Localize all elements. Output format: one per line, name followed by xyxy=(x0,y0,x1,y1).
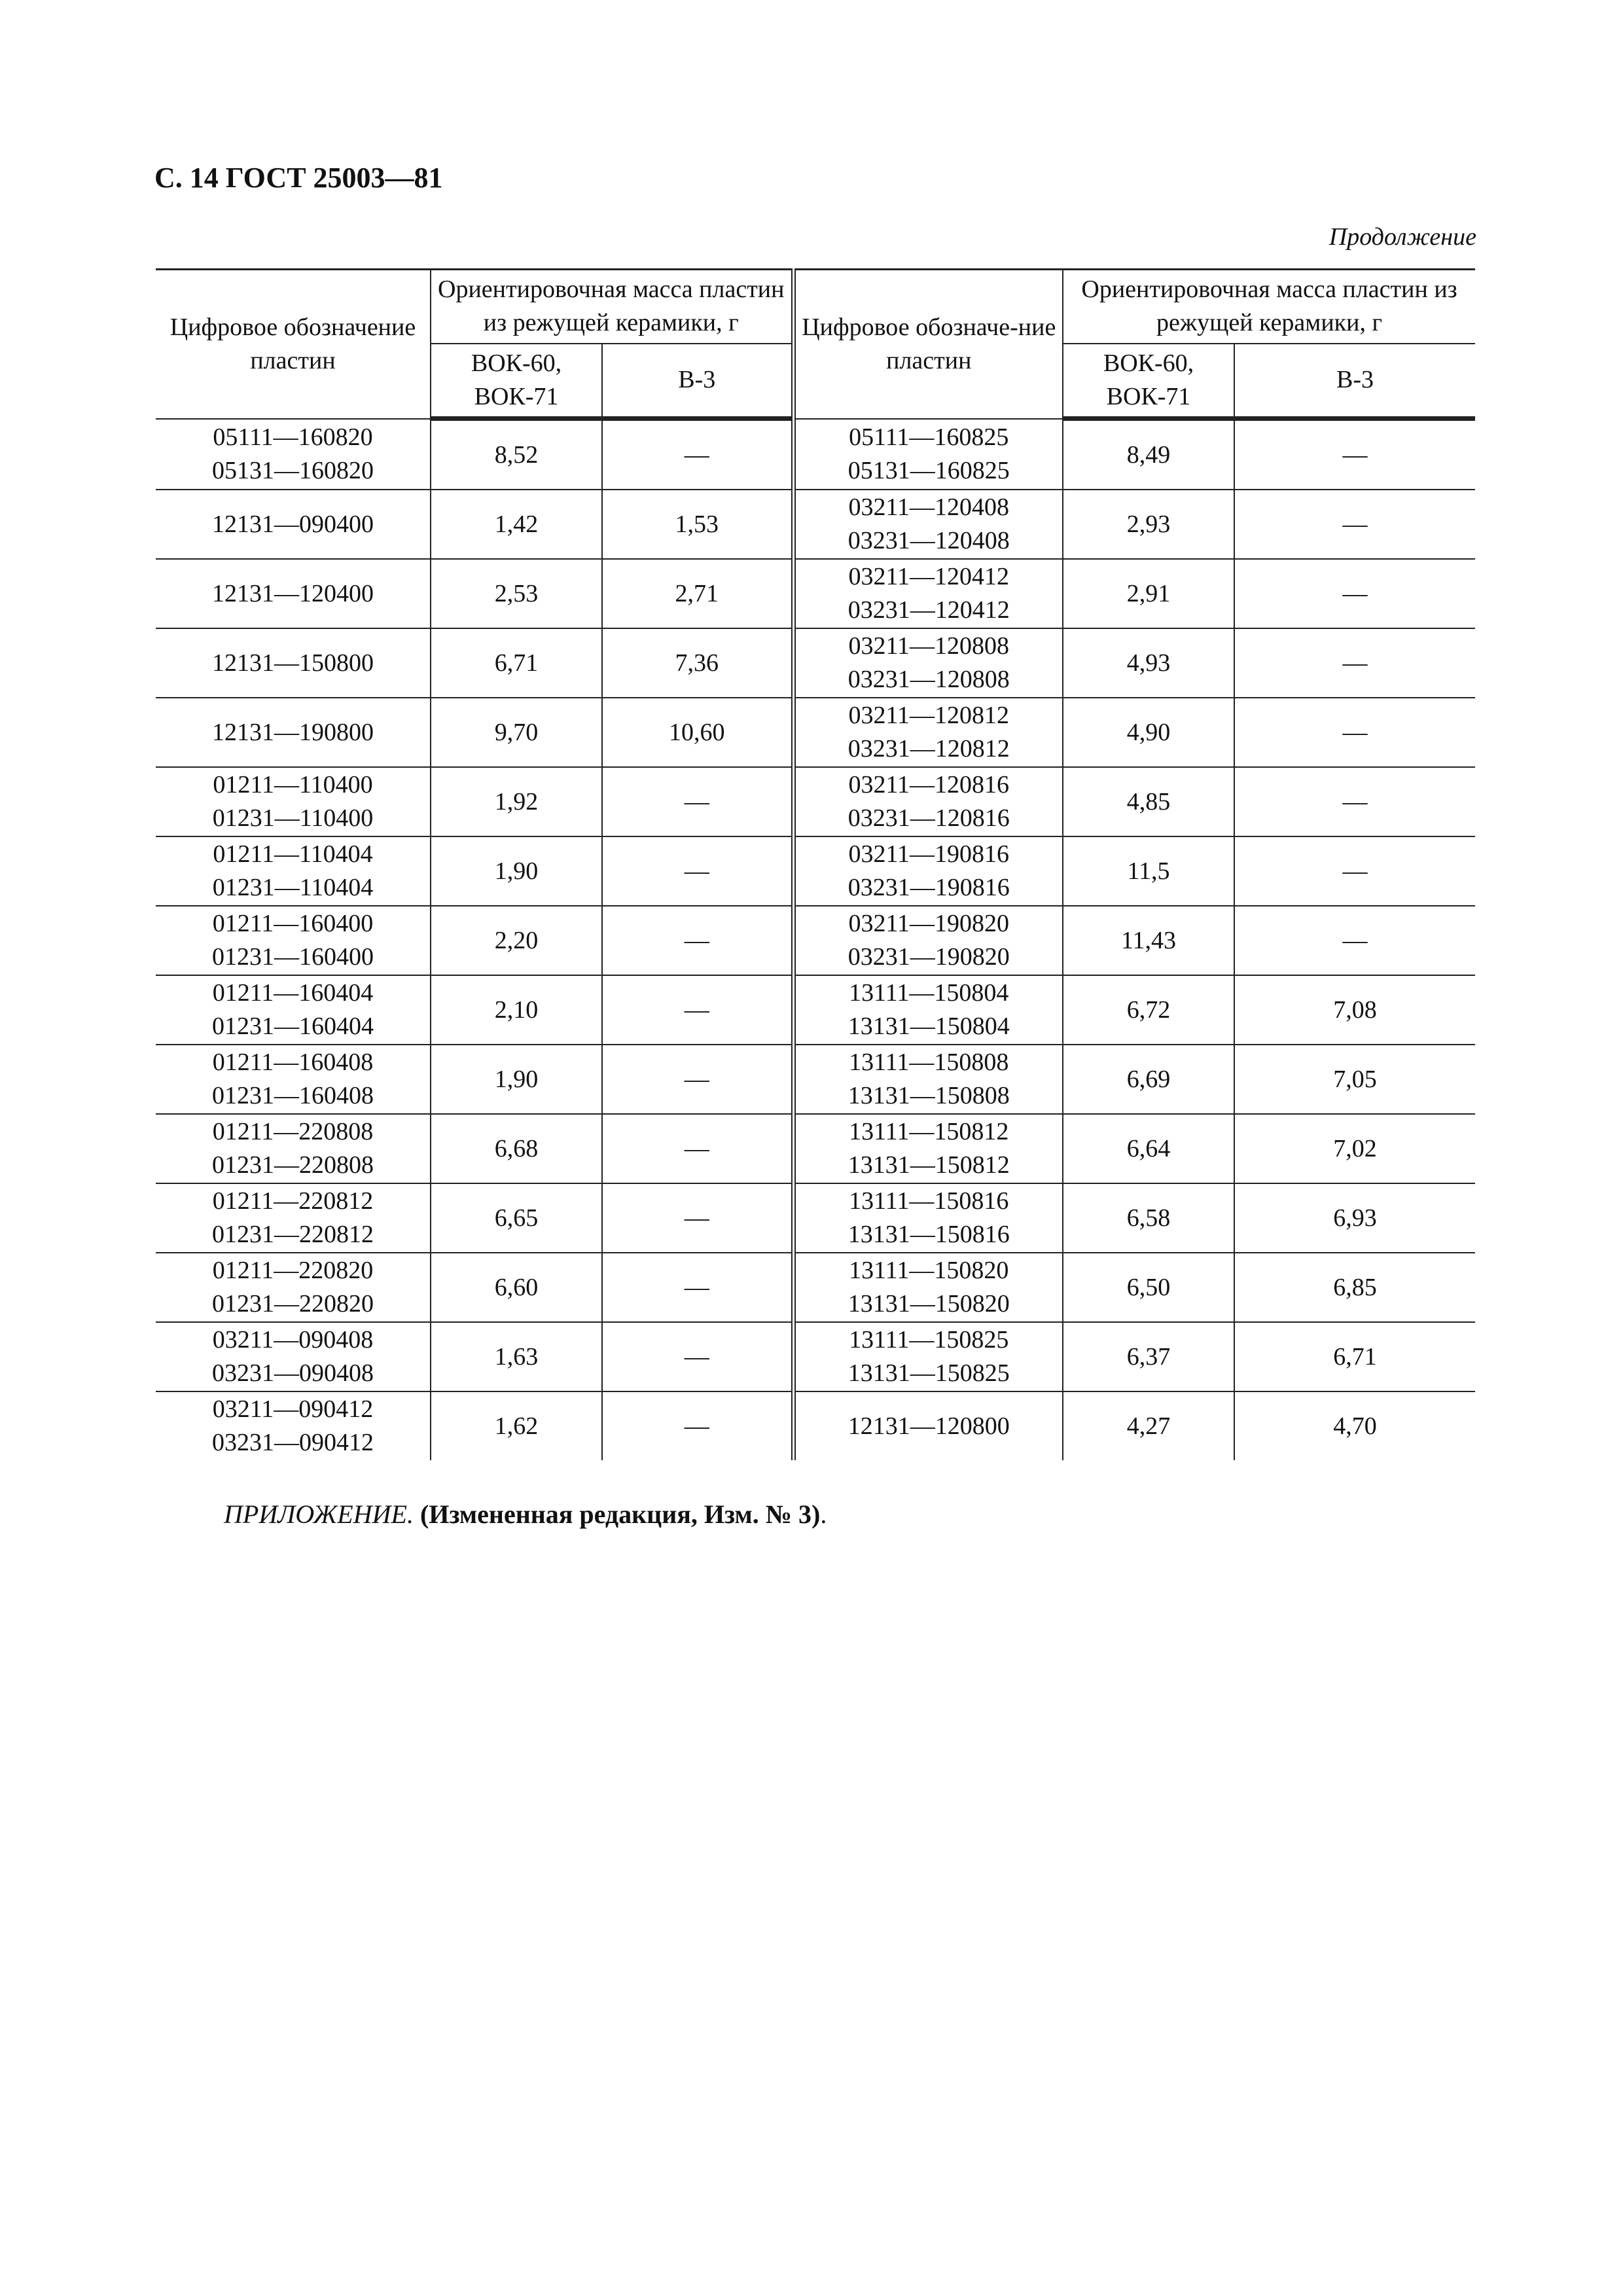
right-designation-cell xyxy=(793,1183,1063,1253)
right-b3-cell: 6,93 xyxy=(1234,1183,1475,1253)
right-designation-cell xyxy=(793,836,1063,906)
right-vok-cell: 11,43 xyxy=(1063,906,1234,975)
right-designation-code: 13131—150816 xyxy=(847,1221,1010,1249)
left-designation-cell xyxy=(156,1114,431,1183)
right-designation-code: 13131—150825 xyxy=(847,1359,1010,1388)
right-vok-cell: 2,93 xyxy=(1063,490,1234,559)
left-b3-cell: — xyxy=(602,1391,793,1460)
right-designation-code: 13111—150808 xyxy=(849,1048,1009,1076)
left-vok-cell: 1,63 xyxy=(431,1322,602,1391)
left-designation-code: 01211—160400 xyxy=(212,909,374,937)
right-designation-code: 03211—120412 xyxy=(848,562,1010,590)
left-vok-cell: 2,20 xyxy=(431,906,602,975)
note-bold: (Измененная редакция, Изм. № 3) xyxy=(419,1499,821,1529)
left-b3-cell: 10,60 xyxy=(602,698,793,767)
right-designation-cell xyxy=(793,1391,1063,1460)
right-designation-cell xyxy=(793,419,1063,490)
left-designation-code: 01211—160408 xyxy=(212,1048,374,1076)
right-designation-code: 13131—150808 xyxy=(847,1082,1010,1110)
right-designation-cell xyxy=(793,1114,1063,1183)
left-designation-code: 03211—090412 xyxy=(212,1395,374,1423)
left-b3-cell: 2,71 xyxy=(602,559,793,628)
header-designation: Цифровое обозначение пластин xyxy=(156,270,431,419)
right-designation-code: 13131—150812 xyxy=(847,1151,1010,1179)
right-vok-cell: 8,49 xyxy=(1063,419,1234,490)
right-designation-cell xyxy=(793,975,1063,1045)
right-designation-code: 03211—120816 xyxy=(848,770,1010,798)
right-vok-cell: 6,50 xyxy=(1063,1253,1234,1322)
left-designation-cell xyxy=(156,1183,431,1253)
left-designation-code: 03231—090412 xyxy=(212,1429,374,1457)
right-b3-cell: — xyxy=(1234,559,1475,628)
right-designation-cell xyxy=(793,490,1063,559)
right-designation-code: 05111—160825 xyxy=(849,423,1009,451)
left-designation-code: 01211—220820 xyxy=(212,1256,374,1284)
table-row xyxy=(156,490,1475,559)
table-row xyxy=(156,1391,1475,1460)
left-designation-code: 03211—090408 xyxy=(212,1325,374,1354)
right-b3-cell: 6,71 xyxy=(1234,1322,1475,1391)
right-vok-cell: 4,27 xyxy=(1063,1391,1234,1460)
table-row xyxy=(156,975,1475,1045)
right-vok-cell: 6,37 xyxy=(1063,1322,1234,1391)
right-b3-cell: 6,85 xyxy=(1234,1253,1475,1322)
right-designation-code: 03211—190816 xyxy=(848,840,1010,868)
right-designation-code: 13131—150820 xyxy=(847,1290,1010,1318)
header-b3-right: В-3 xyxy=(1234,344,1475,419)
left-vok-cell: 2,53 xyxy=(431,559,602,628)
right-designation-cell xyxy=(793,767,1063,836)
table-row xyxy=(156,906,1475,975)
left-vok-cell: 6,60 xyxy=(431,1253,602,1322)
right-designation-cell xyxy=(793,1045,1063,1114)
page-header: С. 14 ГОСТ 25003—81 xyxy=(154,162,443,194)
left-designation-cell xyxy=(156,559,431,628)
left-b3-cell: — xyxy=(602,1183,793,1253)
left-vok-cell: 1,92 xyxy=(431,767,602,836)
left-designation-code: 01231—110404 xyxy=(212,874,374,902)
left-b3-cell: — xyxy=(602,767,793,836)
table-row xyxy=(156,1253,1475,1322)
right-vok-cell: 6,72 xyxy=(1063,975,1234,1045)
table-row xyxy=(156,1045,1475,1114)
right-vok-cell: 4,85 xyxy=(1063,767,1234,836)
right-designation-cell xyxy=(793,1322,1063,1391)
table-row xyxy=(156,1322,1475,1391)
right-b3-cell: 7,02 xyxy=(1234,1114,1475,1183)
left-designation-code: 01211—220808 xyxy=(212,1117,374,1145)
left-b3-cell: — xyxy=(602,1322,793,1391)
left-designation-cell xyxy=(156,767,431,836)
right-b3-cell: 4,70 xyxy=(1234,1391,1475,1460)
left-b3-cell: — xyxy=(602,419,793,490)
right-vok-cell: 2,91 xyxy=(1063,559,1234,628)
header-b3: В-3 xyxy=(602,344,793,419)
left-vok-cell: 8,52 xyxy=(431,419,602,490)
table-row xyxy=(156,559,1475,628)
right-vok-cell: 6,64 xyxy=(1063,1114,1234,1183)
left-designation-cell xyxy=(156,419,431,490)
right-designation-cell xyxy=(793,698,1063,767)
right-designation-code: 03231—190820 xyxy=(847,943,1010,971)
right-vok-cell: 11,5 xyxy=(1063,836,1234,906)
left-vok-cell: 2,10 xyxy=(431,975,602,1045)
right-designation-code: 03231—190816 xyxy=(847,874,1010,902)
right-designation-code: 03211—120408 xyxy=(848,493,1010,521)
table-row xyxy=(156,836,1475,906)
left-designation-cell xyxy=(156,906,431,975)
left-designation-code: 03231—090408 xyxy=(212,1359,374,1388)
left-b3-cell: — xyxy=(602,1045,793,1114)
right-b3-cell: — xyxy=(1234,419,1475,490)
continuation-label: Продолжение xyxy=(1329,223,1476,251)
left-designation-cell xyxy=(156,490,431,559)
left-designation-code: 01231—160404 xyxy=(212,1013,374,1041)
left-designation-cell xyxy=(156,1322,431,1391)
table-row xyxy=(156,1114,1475,1183)
left-vok-cell: 6,71 xyxy=(431,628,602,698)
left-vok-cell: 6,65 xyxy=(431,1183,602,1253)
header-vok-right: ВОК-60, ВОК-71 xyxy=(1063,344,1234,419)
table-header-row xyxy=(156,270,1475,344)
left-vok-cell: 6,68 xyxy=(431,1114,602,1183)
right-designation-code: 13111—150812 xyxy=(849,1117,1009,1145)
left-b3-cell: — xyxy=(602,836,793,906)
left-designation-cell xyxy=(156,836,431,906)
left-vok-cell: 1,90 xyxy=(431,1045,602,1114)
left-b3-cell: — xyxy=(602,975,793,1045)
table-body xyxy=(156,419,1475,1461)
left-designation-code: 01231—160408 xyxy=(212,1082,374,1110)
right-designation-code: 03231—120808 xyxy=(847,666,1010,694)
right-designation-code: 13111—150816 xyxy=(849,1187,1009,1215)
right-b3-cell: — xyxy=(1234,906,1475,975)
left-designation-code: 01231—220812 xyxy=(212,1221,374,1249)
left-designation-code: 01211—110404 xyxy=(213,840,373,868)
right-designation-code: 13131—150804 xyxy=(847,1013,1010,1041)
left-b3-cell: — xyxy=(602,906,793,975)
right-vok-cell: 4,90 xyxy=(1063,698,1234,767)
right-designation-code: 03231—120412 xyxy=(847,596,1010,624)
right-vok-cell: 6,58 xyxy=(1063,1183,1234,1253)
right-designation-cell xyxy=(793,906,1063,975)
right-b3-cell: — xyxy=(1234,767,1475,836)
right-designation-code: 03211—120808 xyxy=(848,632,1010,660)
right-designation-cell xyxy=(793,1253,1063,1322)
left-designation-cell xyxy=(156,975,431,1045)
table-row xyxy=(156,698,1475,767)
left-designation-cell xyxy=(156,1391,431,1460)
table-row xyxy=(156,628,1475,698)
right-designation-code: 03231—120816 xyxy=(847,804,1010,833)
table-row xyxy=(156,767,1475,836)
left-vok-cell: 1,90 xyxy=(431,836,602,906)
right-designation-code: 13111—150825 xyxy=(849,1325,1009,1354)
right-b3-cell: — xyxy=(1234,490,1475,559)
left-designation-cell xyxy=(156,628,431,698)
header-mass: Ориентировочная масса пластин из режущей керамики, г xyxy=(431,270,793,344)
left-b3-cell: 7,36 xyxy=(602,628,793,698)
left-designation-cell xyxy=(156,1253,431,1322)
mass-table xyxy=(156,268,1475,1460)
left-designation-code: 05131—160820 xyxy=(212,456,374,484)
left-designation-code: 01231—160400 xyxy=(212,943,374,971)
left-designation-code: 01211—110400 xyxy=(213,770,373,798)
note-end: . xyxy=(820,1499,827,1529)
left-designation-code: 12131—150800 xyxy=(212,649,374,677)
right-b3-cell: — xyxy=(1234,698,1475,767)
appendix-note xyxy=(224,1499,827,1530)
left-designation-code: 01211—160404 xyxy=(212,978,374,1007)
header-designation-right: Цифровое обозначе-ние пластин xyxy=(793,270,1063,419)
left-designation-cell xyxy=(156,698,431,767)
left-designation-code: 12131—120400 xyxy=(212,579,374,607)
right-designation-code: 13111—150804 xyxy=(849,978,1009,1007)
right-designation-code: 03211—190820 xyxy=(848,909,1010,937)
left-designation-code: 01211—220812 xyxy=(212,1187,374,1215)
left-b3-cell: 1,53 xyxy=(602,490,793,559)
table-row xyxy=(156,419,1475,490)
header-mass-right: Ориентировочная масса пластин из режущей керамики, г xyxy=(1063,270,1475,344)
right-designation-cell xyxy=(793,559,1063,628)
right-designation-code: 13111—150820 xyxy=(849,1256,1009,1284)
right-b3-cell: — xyxy=(1234,836,1475,906)
right-vok-cell: 6,69 xyxy=(1063,1045,1234,1114)
right-designation-code: 03231—120408 xyxy=(847,527,1010,555)
header-vok: ВОК-60, ВОК-71 xyxy=(431,344,602,419)
left-b3-cell: — xyxy=(602,1253,793,1322)
right-designation-cell xyxy=(793,628,1063,698)
left-designation-code: 01231—220808 xyxy=(212,1151,374,1179)
table-row xyxy=(156,1183,1475,1253)
right-b3-cell: 7,05 xyxy=(1234,1045,1475,1114)
right-b3-cell: 7,08 xyxy=(1234,975,1475,1045)
right-designation-code: 12131—120800 xyxy=(847,1412,1010,1440)
right-b3-cell: — xyxy=(1234,628,1475,698)
left-designation-code: 05111—160820 xyxy=(213,423,373,451)
left-vok-cell: 1,62 xyxy=(431,1391,602,1460)
right-designation-code: 03211—120812 xyxy=(848,701,1010,729)
note-label: ПРИЛОЖЕНИЕ. xyxy=(224,1499,414,1529)
left-designation-code: 01231—220820 xyxy=(212,1290,374,1318)
left-designation-code: 12131—090400 xyxy=(212,510,374,538)
left-b3-cell: — xyxy=(602,1114,793,1183)
right-designation-code: 03231—120812 xyxy=(847,735,1010,763)
right-designation-code: 05131—160825 xyxy=(847,456,1010,484)
left-designation-code: 12131—190800 xyxy=(212,718,374,746)
left-vok-cell: 1,42 xyxy=(431,490,602,559)
left-vok-cell: 9,70 xyxy=(431,698,602,767)
left-designation-cell xyxy=(156,1045,431,1114)
left-designation-code: 01231—110400 xyxy=(212,804,374,833)
right-vok-cell: 4,93 xyxy=(1063,628,1234,698)
